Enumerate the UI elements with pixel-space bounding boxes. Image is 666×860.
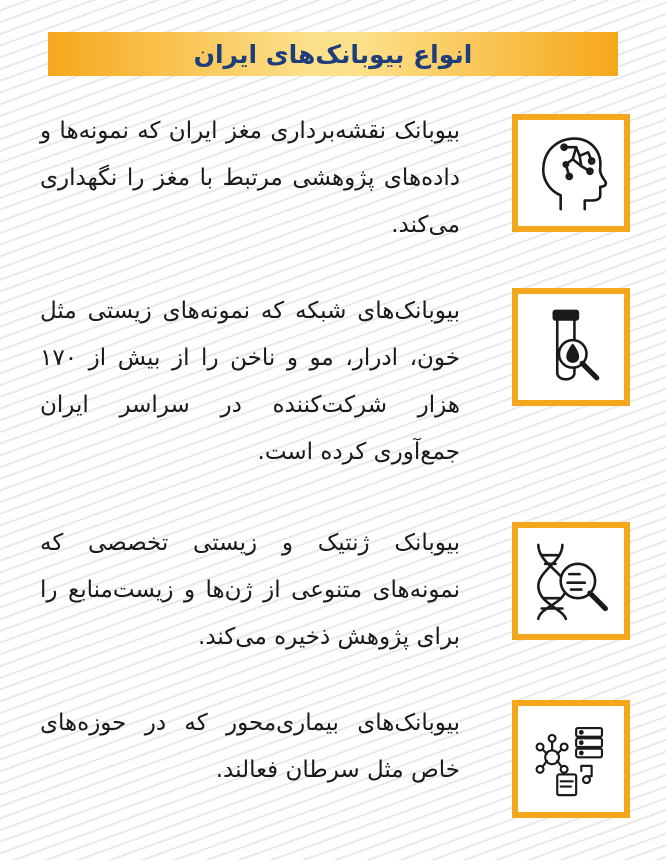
card-icon-frame xyxy=(512,700,630,818)
title-banner xyxy=(48,32,618,76)
dna-magnifier-icon xyxy=(528,538,614,624)
test-tube-magnifier-icon xyxy=(528,304,614,390)
card-icon-frame xyxy=(512,288,630,406)
card-description: بیوبانک‌های شبکه که نمونه‌های زیستی مثل خون، ادرار، مو و ناخن را از بیش از ۱۷۰ هزار شرکت‌کننده در سراسر ایران جمع‌آوری کرده است. xyxy=(40,298,460,465)
biobank-card-disease xyxy=(40,700,630,850)
biobank-card-brain-mapping xyxy=(40,108,630,258)
page-title: انواع بیوبانک‌های ایران xyxy=(193,39,473,69)
card-description: بیوبانک‌های بیماری‌محور که در حوزه‌های خاص مثل سرطان فعالند. xyxy=(40,710,460,783)
biobank-card-network xyxy=(40,288,630,465)
card-icon-frame xyxy=(512,522,630,640)
biobank-card-genetic xyxy=(40,520,630,670)
brain-head-icon xyxy=(528,130,614,216)
card-description: بیوبانک نقشه‌برداری مغز ایران که نمونه‌ها و داده‌های پژوهشی مرتبط با مغز را نگهداری می‌کند. xyxy=(40,118,460,238)
card-description: بیوبانک ژنتیک و زیستی تخصصی که نمونه‌های متنوعی از ژن‌ها و زیست‌منابع را برای پژوهش ذخیره می‌کند. xyxy=(40,530,460,650)
card-icon-frame xyxy=(512,114,630,232)
molecule-database-icon xyxy=(528,716,614,802)
